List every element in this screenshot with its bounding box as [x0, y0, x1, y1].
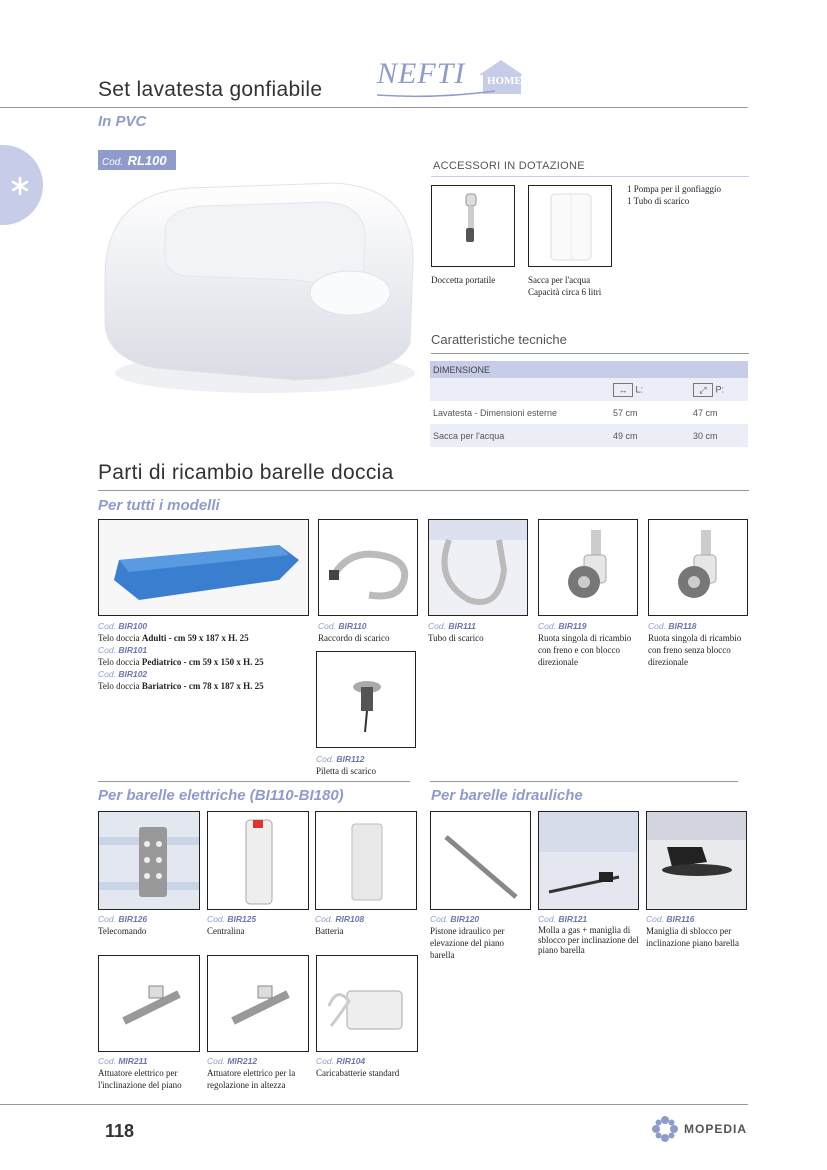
spec-row-l: 49 cm	[610, 424, 690, 447]
accessories-title: ACCESSORI IN DOTAZIONE	[433, 160, 585, 172]
bir119-caption: Cod. BIR119 Ruota singola di ricambio con freno e con blocco direzionale	[538, 621, 632, 667]
bir110-caption: Cod. BIR110 Raccordo di scarico	[318, 621, 390, 643]
electric-label: Per barelle elettriche (BI110-BI180)	[98, 787, 344, 804]
specs-rule	[431, 353, 749, 354]
accessories-extra: 1 Pompa per il gonfiaggio 1 Tubo di scarico	[627, 184, 721, 206]
specs-table	[430, 361, 748, 447]
specs-title: Caratteristiche tecniche	[431, 332, 567, 347]
spare-parts-title: Parti di ricambio barelle doccia	[98, 461, 394, 484]
control-unit-image	[207, 811, 309, 910]
title-rule	[0, 107, 748, 108]
bir121-caption: Cod. BIR121 Molla a gas + maniglia di sblocco per inclinazione del piano barella	[538, 914, 639, 955]
accessories-rule	[431, 176, 749, 177]
rir104-caption: Cod. RIR104 Caricabatterie standard	[316, 1056, 400, 1078]
col-p: P:	[715, 383, 725, 394]
bir120-caption: Cod. BIR120 Pistone idraulico per elevazione del piano barella	[430, 914, 505, 960]
spec-row-name: Sacca per l'acqua	[430, 424, 610, 447]
release-handle-image	[646, 811, 747, 910]
spec-row-l: 57 cm	[613, 407, 638, 418]
brand-sub: HOME	[487, 75, 522, 87]
hydraulic-rule	[430, 781, 738, 782]
water-bag-image	[528, 185, 612, 267]
rir108-caption: Cod. RIR108 Batteria	[315, 914, 365, 936]
page-title: Set lavatesta gonfiabile	[98, 78, 323, 101]
spec-row-p: 30 cm	[690, 424, 748, 447]
footer-rule	[0, 1104, 748, 1105]
bir116-caption: Cod. BIR116 Maniglia di sblocco per inclinazione piano barella	[646, 914, 739, 948]
mopedia-flower-icon	[651, 1115, 679, 1143]
height-actuator-image	[207, 955, 309, 1052]
hydraulic-piston-image	[430, 811, 531, 910]
bir112-caption: Cod. BIR112 Piletta di scarico	[316, 754, 376, 776]
bir125-caption: Cod. BIR125 Centralina	[207, 914, 257, 936]
electric-rule	[98, 781, 410, 782]
asterisk-icon	[10, 176, 30, 196]
battery-image	[315, 811, 417, 910]
specs-header: DIMENSIONE	[430, 361, 748, 378]
tilt-actuator-image	[98, 955, 200, 1052]
remote-control-image	[98, 811, 200, 910]
depth-arrow-icon: ⤢	[693, 383, 713, 397]
nefti-home-logo	[375, 55, 535, 103]
shower-sheet-image	[98, 519, 309, 616]
col-l: L:	[635, 383, 644, 394]
bir111-caption: Cod. BIR111 Tubo di scarico	[428, 621, 484, 643]
bir118-caption: Cod. BIR118 Ruota singola di ricambio con freno senza blocco direzionale	[648, 621, 742, 667]
caster-brake-lock-image	[538, 519, 638, 616]
bir100-caption: Cod. BIR100 Telo doccia Adulti - cm 59 x 187 x H. 25 Cod. BIR101 Telo doccia Pediatrico - cm 59 x 150 x H. 25 Cod. BIR102 Telo doccia Bariatrico - cm 78 x 187 x H. 25	[98, 621, 264, 691]
drain-plug-image	[316, 651, 416, 748]
spec-row-name: Lavatesta - Dimensioni esterne	[433, 407, 558, 418]
material-subtitle: In PVC	[98, 113, 147, 130]
spec-row-p: 47 cm	[693, 407, 718, 418]
inflatable-basin-image	[95, 168, 425, 403]
page-number: 118	[105, 1121, 135, 1141]
gas-spring-image	[538, 811, 639, 910]
accessory-label: Sacca per l'acqua Capacità circa 6 litri	[528, 275, 602, 297]
mir212-caption: Cod. MIR212 Attuatore elettrico per la regolazione in altezza	[207, 1056, 296, 1090]
caster-brake-image	[648, 519, 748, 616]
drain-fitting-image	[318, 519, 418, 616]
hand-shower-image	[431, 185, 515, 267]
brand-main: NEFTI	[377, 57, 466, 90]
spare-rule	[98, 490, 749, 491]
battery-charger-image	[316, 955, 418, 1052]
mopedia-brand: MOPEDIA	[684, 1122, 748, 1136]
hydraulic-label: Per barelle idrauliche	[431, 787, 583, 804]
mir211-caption: Cod. MIR211 Attuatore elettrico per l'inclinazione del piano	[98, 1056, 182, 1090]
drain-hose-image	[428, 519, 528, 616]
accessory-label: Doccetta portatile	[431, 275, 496, 285]
product-code-badge: Cod. RL100	[98, 150, 176, 170]
width-arrow-icon: ↔	[613, 383, 633, 397]
all-models-label: Per tutti i modelli	[98, 497, 220, 514]
bir126-caption: Cod. BIR126 Telecomando	[98, 914, 148, 936]
